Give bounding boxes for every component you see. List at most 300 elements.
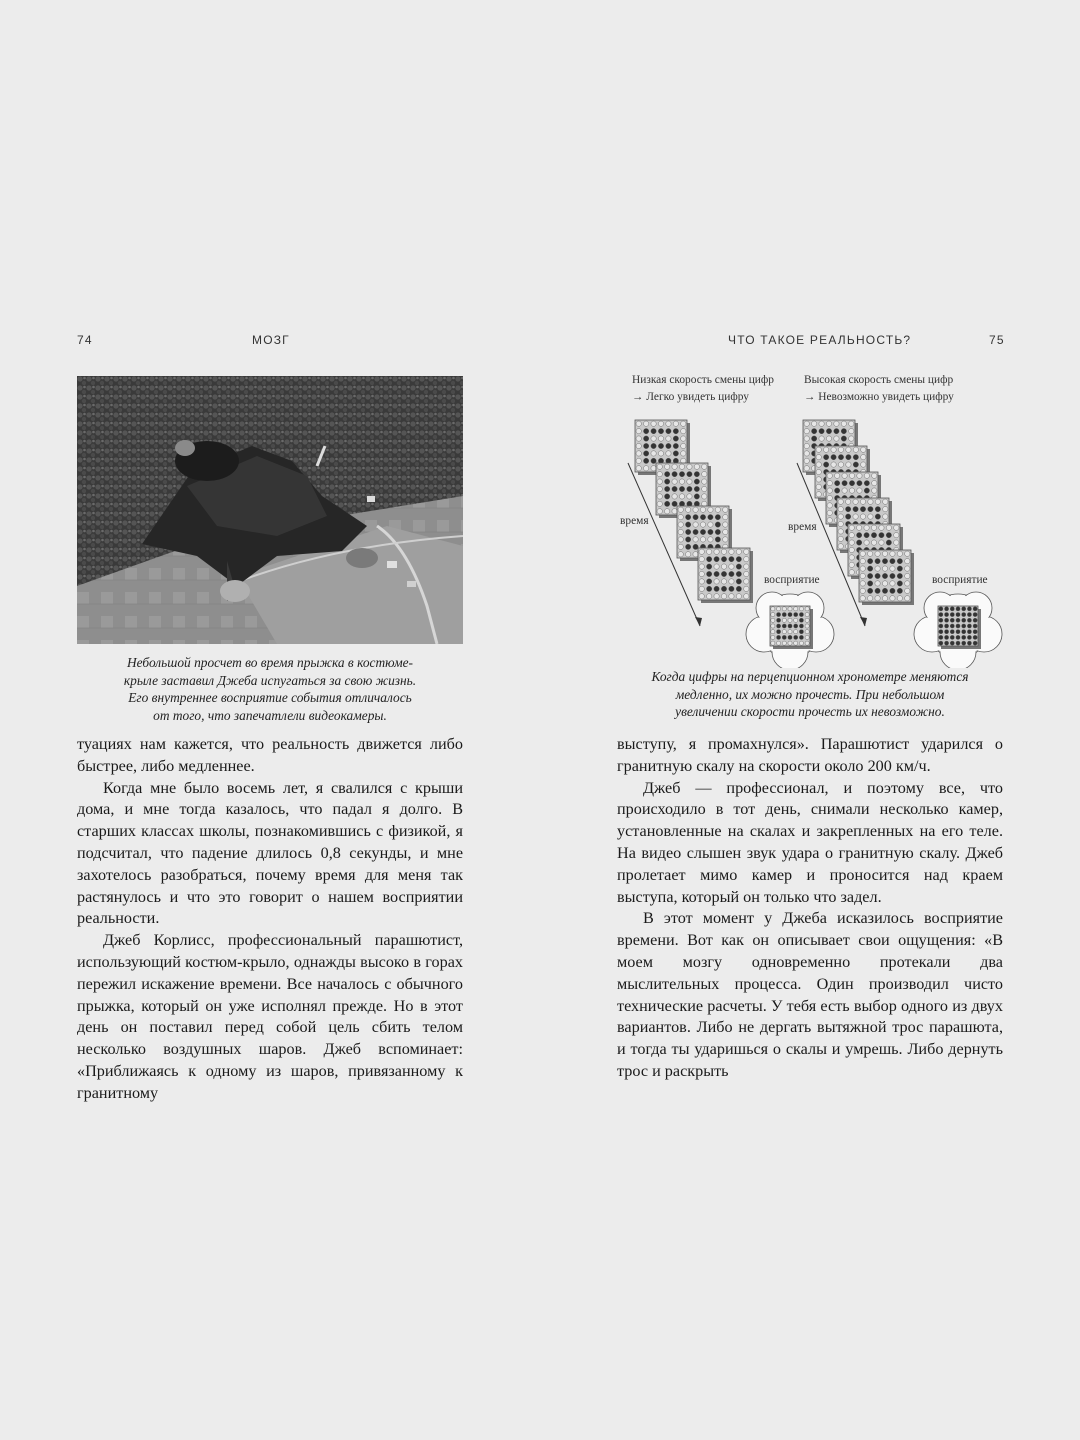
slow-digit-frame-1-dot xyxy=(651,421,656,426)
fast-digit-frame-3-dot xyxy=(872,488,877,493)
slow-digit-frame-3-dot xyxy=(715,507,720,512)
fast-digit-frame-4-dot xyxy=(838,544,843,549)
fast-digit-frame-5-dot xyxy=(849,555,854,560)
slow-digit-frame-3-dot xyxy=(678,507,683,512)
fast-digit-frame-2-dot xyxy=(846,447,851,452)
fast-digit-frame-1-dot xyxy=(826,421,831,426)
fast-digit-frame-1-dot xyxy=(826,428,831,433)
slow-digit-frame-4-dot xyxy=(706,594,711,599)
fast-digit-frame-6-dot xyxy=(867,581,872,586)
slow-digit-frame-1-dot xyxy=(643,466,648,471)
perceived-digit-right-dot xyxy=(973,630,977,634)
fast-digit-frame-6-dot xyxy=(890,596,895,601)
perceived-digit-right-dot xyxy=(945,630,949,634)
slow-digit-frame-4-dot xyxy=(729,579,734,584)
perceived-digit-left-dot xyxy=(799,641,803,645)
perceived-digit-right-dot xyxy=(956,641,960,645)
slow-digit-frame-1-dot xyxy=(643,458,648,463)
slow-digit-frame-2-dot xyxy=(702,494,707,499)
fast-digit-frame-5-dot xyxy=(894,525,899,530)
perceived-digit-right-dot xyxy=(967,641,971,645)
fast-digit-frame-3-dot xyxy=(849,480,854,485)
slow-digit-frame-4-dot xyxy=(714,564,719,569)
slow-digit-frame-4-dot xyxy=(714,556,719,561)
fast-digit-frame-4-dot xyxy=(845,499,850,504)
fast-digit-frame-6-dot xyxy=(860,573,865,578)
fast-digit-frame-1-dot xyxy=(841,421,846,426)
photo-caption-line: Его внутреннее восприятие события отличалось xyxy=(128,690,412,705)
fast-digit-frame-6-dot xyxy=(890,551,895,556)
slow-digit-frame-3-dot xyxy=(715,514,720,519)
slow-digit-frame-4-dot xyxy=(744,556,749,561)
slow-digit-frame-1-dot xyxy=(681,436,686,441)
slow-digit-frame-3-dot xyxy=(685,529,690,534)
fast-digit-frame-4-dot xyxy=(883,514,888,519)
fast-digit-frame-4-dot xyxy=(883,506,888,511)
perceived-digit-left-dot xyxy=(777,613,781,617)
slow-digit-frame-4-dot xyxy=(744,571,749,576)
perceived-digit-right-dot xyxy=(950,607,954,611)
slow-digit-frame-3-dot xyxy=(685,514,690,519)
slow-digit-frame-2-dot xyxy=(694,479,699,484)
fast-digit-frame-2-dot xyxy=(831,462,836,467)
fast-digit-frame-6-dot xyxy=(860,551,865,556)
slow-digit-frame-1-dot xyxy=(651,451,656,456)
perceived-digit-right-dot xyxy=(950,635,954,639)
perceived-digit-right-dot xyxy=(962,607,966,611)
slow-rate-title: Низкая скорость смены цифр xyxy=(632,374,774,386)
fast-digit-frame-6-dot xyxy=(905,588,910,593)
fast-digit-frame-3-dot xyxy=(827,518,832,523)
fast-digit-frame-5-dot xyxy=(894,532,899,537)
slow-digit-frame-4-dot xyxy=(729,594,734,599)
slow-digit-frame-4-dot xyxy=(706,586,711,591)
perceived-digit-right-dot xyxy=(962,641,966,645)
fast-digit-frame-2-dot xyxy=(831,454,836,459)
perceived-digit-right-dot xyxy=(962,618,966,622)
slow-digit-frame-1-dot xyxy=(636,466,641,471)
slow-digit-frame-2-dot xyxy=(657,464,662,469)
fast-digit-frame-6-dot xyxy=(897,573,902,578)
perceived-digit-left-dot xyxy=(799,635,803,639)
perceived-digit-right-dot xyxy=(950,641,954,645)
slow-digit-frame-1-dot xyxy=(666,451,671,456)
fast-digit-frame-3-dot xyxy=(827,480,832,485)
slow-digit-frame-1-dot xyxy=(681,443,686,448)
fast-digit-frame-1-dot xyxy=(834,428,839,433)
fast-digit-frame-3-dot xyxy=(872,473,877,478)
slow-digit-frame-1-dot xyxy=(673,443,678,448)
fast-digit-frame-1-dot xyxy=(804,421,809,426)
fast-digit-frame-2-dot xyxy=(823,462,828,467)
slow-digit-frame-4-dot xyxy=(736,594,741,599)
fast-digit-frame-3-dot xyxy=(864,473,869,478)
fast-digit-frame-4-dot xyxy=(875,499,880,504)
slow-digit-frame-1-dot xyxy=(651,443,656,448)
slow-rate-subtitle: → Легко увидеть цифру xyxy=(632,391,749,403)
perceived-digit-left-dot xyxy=(788,618,792,622)
slow-digit-frame-4-dot xyxy=(736,586,741,591)
perceived-digit-right-dot xyxy=(956,624,960,628)
fast-digit-frame-6-dot xyxy=(882,551,887,556)
fast-digit-frame-2-dot xyxy=(861,447,866,452)
fast-digit-frame-3-dot xyxy=(872,480,877,485)
slow-digit-frame-4-dot xyxy=(699,564,704,569)
fast-digit-frame-6-dot xyxy=(882,566,887,571)
perceived-digit-left-dot xyxy=(782,630,786,634)
perceived-digit-right-dot xyxy=(956,607,960,611)
slow-digit-frame-3-dot xyxy=(708,507,713,512)
slow-digit-frame-3-dot xyxy=(693,522,698,527)
perceived-digit-left-dot xyxy=(782,613,786,617)
slow-digit-frame-1-dot xyxy=(643,451,648,456)
slow-digit-frame-3-dot xyxy=(685,537,690,542)
fast-digit-frame-6-dot xyxy=(905,573,910,578)
slow-digit-frame-4-dot xyxy=(706,571,711,576)
perceived-digit-left-dot xyxy=(777,635,781,639)
slow-digit-frame-1-dot xyxy=(636,428,641,433)
fast-digit-frame-1-dot xyxy=(811,428,816,433)
perceived-digit-right-dot xyxy=(945,613,949,617)
fast-digit-frame-6-dot xyxy=(875,551,880,556)
fast-digit-frame-5-dot xyxy=(849,540,854,545)
fast-digit-frame-6-dot xyxy=(875,596,880,601)
slow-digit-frame-3-dot xyxy=(685,552,690,557)
fast-digit-frame-3-dot xyxy=(834,488,839,493)
running-head-right: ЧТО ТАКОЕ РЕАЛЬНОСТЬ? xyxy=(728,333,912,347)
perceived-digit-left-dot xyxy=(782,618,786,622)
perceived-digit-left-dot xyxy=(777,607,781,611)
perceived-digit-right-dot xyxy=(956,618,960,622)
fast-digit-frame-6-dot xyxy=(882,558,887,563)
fast-digit-frame-2-dot xyxy=(816,492,821,497)
fast-digit-frame-4-dot xyxy=(860,514,865,519)
perceived-digit-right-dot xyxy=(939,624,943,628)
fast-digit-frame-6-dot xyxy=(875,573,880,578)
fast-digit-frame-1-dot xyxy=(804,451,809,456)
slow-digit-frame-2-dot xyxy=(694,494,699,499)
perceived-digit-right-dot xyxy=(939,618,943,622)
slow-digit-frame-1-dot xyxy=(651,458,656,463)
time-label-left: время xyxy=(620,515,649,527)
perceived-digit-left-dot xyxy=(788,635,792,639)
slow-digit-frame-2-dot xyxy=(664,486,669,491)
photo-caption-line: крыле заставил Джеба испугаться за свою жизнь. xyxy=(123,672,417,688)
slow-digit-frame-4-dot xyxy=(721,594,726,599)
slow-digit-frame-4-dot xyxy=(699,579,704,584)
fast-digit-frame-1-dot xyxy=(841,428,846,433)
perceived-digit-right-dot xyxy=(939,641,943,645)
fast-digit-frame-6-dot xyxy=(897,596,902,601)
slow-digit-frame-2-dot xyxy=(687,464,692,469)
slow-digit-frame-1-dot xyxy=(651,436,656,441)
perceived-digit-right-dot xyxy=(956,635,960,639)
slow-digit-frame-2-dot xyxy=(672,494,677,499)
fast-digit-frame-3-dot xyxy=(834,473,839,478)
fast-digit-frame-4-dot xyxy=(883,499,888,504)
slow-digit-frame-2-dot xyxy=(694,471,699,476)
perceived-digit-left-dot xyxy=(788,613,792,617)
fast-digit-frame-1-dot xyxy=(826,436,831,441)
perceived-digit-right-dot xyxy=(973,607,977,611)
fast-digit-frame-3-dot xyxy=(842,480,847,485)
slow-digit-frame-3-dot xyxy=(708,514,713,519)
slow-digit-frame-4-dot xyxy=(729,586,734,591)
fast-digit-frame-1-dot xyxy=(819,421,824,426)
perceived-digit-left-dot xyxy=(794,635,798,639)
slow-digit-frame-2-dot xyxy=(679,486,684,491)
fast-digit-frame-2-dot xyxy=(861,462,866,467)
fast-digit-frame-4-dot xyxy=(853,506,858,511)
perceived-digit-right-dot xyxy=(967,624,971,628)
figure-caption-line: медленно, их можно прочесть. При небольшом xyxy=(675,686,945,702)
slow-digit-frame-1-dot xyxy=(673,451,678,456)
slow-digit-frame-1-dot xyxy=(636,458,641,463)
perceived-digit-left-dot xyxy=(782,635,786,639)
slow-digit-frame-3-dot xyxy=(708,537,713,542)
slow-digit-frame-3-dot xyxy=(723,537,728,542)
slow-digit-frame-4-dot xyxy=(699,556,704,561)
perceived-digit-left-dot xyxy=(799,630,803,634)
fast-digit-frame-4-dot xyxy=(838,521,843,526)
slow-digit-frame-3-dot xyxy=(723,514,728,519)
slow-digit-frame-4-dot xyxy=(736,549,741,554)
running-head-left: МОЗГ xyxy=(252,333,290,347)
slow-digit-frame-1-dot xyxy=(636,443,641,448)
fast-digit-frame-6-dot xyxy=(882,581,887,586)
fast-digit-frame-6-dot xyxy=(905,581,910,586)
perceived-digit-right-dot xyxy=(962,624,966,628)
paragraph: В этот момент у Джеба исказилось восприятие времени. Вот как он описывает свои ощущения: «В моем мозгу одновременно протекали два мыслительных процесса. Один производил чисто технические расчеты. У тебя есть выбор одного из двух вариантов. Либо не дергать вытяжной трос парашюта, и тогда ты ударишься о скалы и умрешь. Либо дернуть трос и раскрыть xyxy=(617,909,1003,1080)
slow-digit-frame-1-dot xyxy=(681,421,686,426)
fast-digit-frame-2-dot xyxy=(853,447,858,452)
fast-digit-frame-6-dot xyxy=(882,596,887,601)
slow-digit-frame-3-dot xyxy=(700,537,705,542)
fast-digit-frame-1-dot xyxy=(849,436,854,441)
fast-digit-frame-6-dot xyxy=(875,566,880,571)
fast-digit-frame-5-dot xyxy=(871,525,876,530)
slow-digit-frame-3-dot xyxy=(685,507,690,512)
fast-digit-frame-1-dot xyxy=(804,466,809,471)
slow-digit-frame-1-dot xyxy=(643,421,648,426)
fast-digit-frame-2-dot xyxy=(853,462,858,467)
perceived-digit-right-dot xyxy=(973,635,977,639)
paragraph: туациях нам кажется, что реальность движется либо быстрее, либо медленнее. xyxy=(77,735,463,775)
figure-caption xyxy=(600,668,1020,721)
perceived-digit-left-dot xyxy=(771,630,775,634)
slow-digit-frame-1-dot xyxy=(636,421,641,426)
fast-digit-frame-6-dot xyxy=(882,573,887,578)
fast-digit-frame-5-dot xyxy=(856,532,861,537)
slow-digit-frame-3-dot xyxy=(678,522,683,527)
perceived-digit-left-dot xyxy=(788,607,792,611)
slow-digit-frame-4-dot xyxy=(721,571,726,576)
slow-digit-frame-2-dot xyxy=(657,479,662,484)
perceived-digit-right-dot xyxy=(973,624,977,628)
fast-digit-frame-4-dot xyxy=(853,499,858,504)
fast-digit-frame-6-dot xyxy=(897,566,902,571)
fast-digit-frame-2-dot xyxy=(853,454,858,459)
fast-digit-frame-1-dot xyxy=(834,421,839,426)
fast-digit-frame-2-dot xyxy=(816,484,821,489)
slow-digit-frame-3-dot xyxy=(723,522,728,527)
fast-digit-frame-5-dot xyxy=(886,525,891,530)
perceived-digit-right-dot xyxy=(945,618,949,622)
slow-digit-frame-3-dot xyxy=(685,544,690,549)
fast-digit-frame-5-dot xyxy=(894,540,899,545)
slow-digit-frame-4-dot xyxy=(736,564,741,569)
perceived-digit-left-dot xyxy=(799,624,803,628)
slow-digit-frame-1-dot xyxy=(643,436,648,441)
slow-digit-frame-3-dot xyxy=(715,537,720,542)
fast-rate-subtitle: → Невозможно увидеть цифру xyxy=(804,391,954,403)
perceived-digit-left-dot xyxy=(794,618,798,622)
slow-digit-frame-1-dot xyxy=(643,428,648,433)
fast-digit-frame-6-dot xyxy=(905,566,910,571)
fast-digit-frame-5-dot xyxy=(856,540,861,545)
fast-digit-frame-5-dot xyxy=(856,525,861,530)
fast-digit-frame-5-dot xyxy=(849,570,854,575)
fast-digit-frame-3-dot xyxy=(849,473,854,478)
slow-digit-frame-3-dot xyxy=(708,522,713,527)
slow-digit-frame-3-dot xyxy=(678,529,683,534)
slow-digit-frame-2-dot xyxy=(679,494,684,499)
wingsuit-photo xyxy=(77,376,463,644)
fast-digit-frame-6-dot xyxy=(867,551,872,556)
fast-digit-frame-1-dot xyxy=(849,421,854,426)
slow-digit-frame-2-dot xyxy=(664,494,669,499)
fast-digit-frame-2-dot xyxy=(831,447,836,452)
slow-digit-frame-2-dot xyxy=(694,486,699,491)
slow-digit-frame-1-dot xyxy=(673,436,678,441)
slow-digit-frame-2-dot xyxy=(702,486,707,491)
slow-digit-frame-4-dot xyxy=(706,556,711,561)
fast-digit-frame-1-dot xyxy=(841,436,846,441)
perceived-digit-left-dot xyxy=(794,641,798,645)
fast-digit-frame-6-dot xyxy=(890,588,895,593)
perceived-digit-right-dot xyxy=(973,641,977,645)
slow-digit-frame-3-dot xyxy=(723,507,728,512)
perceived-digit-right-dot xyxy=(945,607,949,611)
slow-digit-frame-3-dot xyxy=(678,552,683,557)
fast-digit-frame-5-dot xyxy=(879,540,884,545)
fast-digit-frame-1-dot xyxy=(804,443,809,448)
fast-digit-frame-3-dot xyxy=(864,488,869,493)
perceived-digit-left-dot xyxy=(771,624,775,628)
fast-digit-frame-1-dot xyxy=(849,428,854,433)
fast-digit-frame-5-dot xyxy=(849,547,854,552)
fast-digit-frame-2-dot xyxy=(816,447,821,452)
slow-digit-frame-4-dot xyxy=(714,549,719,554)
time-arrow-left-head xyxy=(695,617,702,626)
fast-digit-frame-6-dot xyxy=(860,581,865,586)
fast-digit-frame-4-dot xyxy=(838,514,843,519)
slow-digit-frame-4-dot xyxy=(706,549,711,554)
fast-digit-frame-3-dot xyxy=(834,480,839,485)
fast-digit-frame-5-dot xyxy=(871,540,876,545)
slow-digit-frame-2-dot xyxy=(687,494,692,499)
fast-digit-frame-5-dot xyxy=(849,525,854,530)
slow-digit-frame-1-dot xyxy=(666,436,671,441)
slow-digit-frame-1-dot xyxy=(666,428,671,433)
page-number-right: 75 xyxy=(989,333,1005,347)
page-number-left: 74 xyxy=(77,333,93,347)
slow-digit-frame-4-dot xyxy=(736,556,741,561)
slow-digit-frame-4-dot xyxy=(744,586,749,591)
slow-digit-frame-4-dot xyxy=(736,579,741,584)
fast-digit-frame-6-dot xyxy=(897,551,902,556)
fast-digit-frame-6-dot xyxy=(875,588,880,593)
perceived-digit-right-dot xyxy=(939,635,943,639)
slow-digit-frame-3-dot xyxy=(693,507,698,512)
figure-caption-line: увеличении скорости прочесть их невозможно. xyxy=(675,704,945,719)
slow-digit-frame-3-dot xyxy=(678,544,683,549)
slow-digit-frame-3-dot xyxy=(708,529,713,534)
photo-caption-line: Небольшой просчет во время прыжка в костюме- xyxy=(126,655,414,670)
slow-digit-frame-4-dot xyxy=(721,556,726,561)
slow-digit-frame-1-dot xyxy=(636,451,641,456)
perceived-digit-left-dot xyxy=(799,613,803,617)
fast-digit-frame-3-dot xyxy=(827,503,832,508)
fast-digit-frame-3-dot xyxy=(857,473,862,478)
slow-digit-frame-4-dot xyxy=(714,571,719,576)
perceived-digit-right-dot xyxy=(962,613,966,617)
perception-label-right: восприятие xyxy=(932,574,988,586)
fast-digit-frame-6-dot xyxy=(905,551,910,556)
slow-digit-frame-4-dot xyxy=(699,549,704,554)
photo-caption-line: от того, что запечатлели видеокамеры. xyxy=(153,707,387,723)
photo-caption xyxy=(77,654,463,724)
fast-digit-frame-2-dot xyxy=(846,462,851,467)
fast-digit-frame-6-dot xyxy=(860,566,865,571)
perceived-digit-right-dot xyxy=(939,630,943,634)
fast-digit-frame-1-dot xyxy=(811,421,816,426)
fast-rate-title: Высокая скорость смены цифр xyxy=(804,374,954,386)
slow-digit-frame-2-dot xyxy=(687,471,692,476)
fast-digit-frame-3-dot xyxy=(857,488,862,493)
fast-digit-frame-4-dot xyxy=(868,506,873,511)
slow-digit-frame-4-dot xyxy=(744,549,749,554)
fast-digit-frame-6-dot xyxy=(905,558,910,563)
fast-digit-frame-6-dot xyxy=(875,558,880,563)
slow-digit-frame-3-dot xyxy=(723,529,728,534)
slow-digit-frame-2-dot xyxy=(657,494,662,499)
fast-digit-frame-1-dot xyxy=(804,458,809,463)
slow-digit-frame-4-dot xyxy=(729,564,734,569)
perceived-digit-left-dot xyxy=(777,641,781,645)
perception-figure xyxy=(600,368,1020,668)
perceived-digit-right-dot xyxy=(939,607,943,611)
slow-digit-frame-3-dot xyxy=(693,514,698,519)
slow-digit-frame-1-dot xyxy=(681,451,686,456)
fast-digit-frame-4-dot xyxy=(868,514,873,519)
perceived-digit-left-dot xyxy=(782,624,786,628)
fast-digit-frame-6-dot xyxy=(890,566,895,571)
fast-digit-frame-6-dot xyxy=(890,581,895,586)
slow-digit-frame-3-dot xyxy=(685,522,690,527)
fast-digit-frame-3-dot xyxy=(827,488,832,493)
fast-digit-frame-4-dot xyxy=(845,506,850,511)
slow-digit-frame-1-dot xyxy=(636,436,641,441)
fast-digit-frame-1-dot xyxy=(811,436,816,441)
fast-digit-frame-5-dot xyxy=(886,532,891,537)
slow-digit-frame-2-dot xyxy=(657,471,662,476)
perceived-digit-right-dot xyxy=(945,635,949,639)
fast-digit-frame-6-dot xyxy=(897,558,902,563)
fast-digit-frame-4-dot xyxy=(875,506,880,511)
fast-digit-frame-1-dot xyxy=(804,436,809,441)
fast-digit-frame-5-dot xyxy=(849,532,854,537)
